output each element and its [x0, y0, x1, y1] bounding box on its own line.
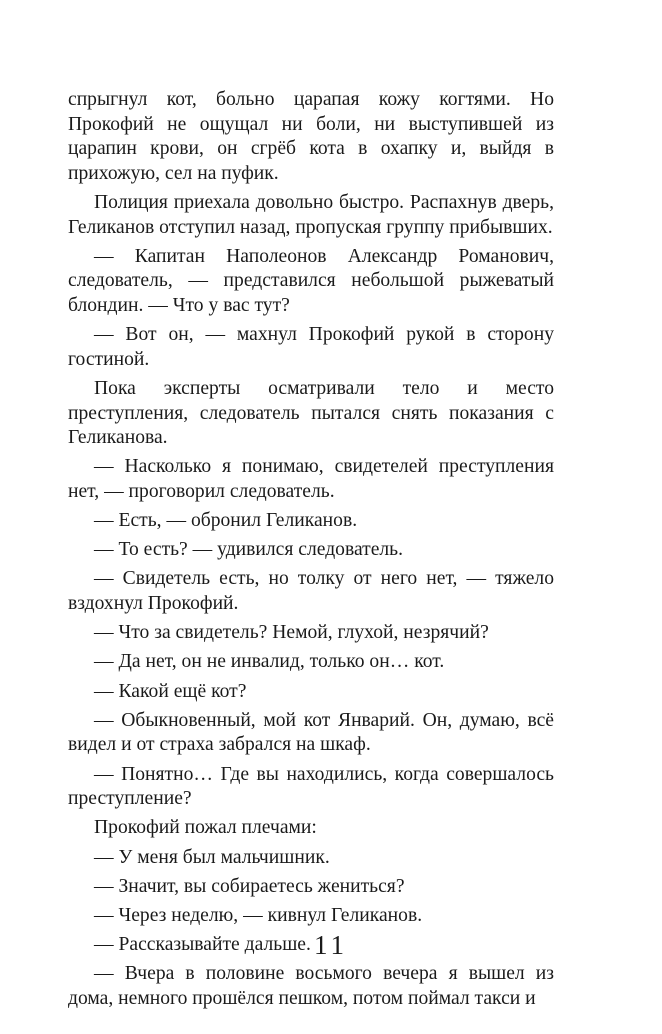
paragraph: Полиция приехала довольно быстро. Распахнув дверь, Геликанов отступил назад, пропуская группу прибывших. — [68, 191, 554, 238]
paragraph: Пока эксперты осматривали тело и место преступления, следователь пытался снять показания с Геликанова. — [68, 377, 554, 449]
paragraph: — Есть, — обронил Геликанов. — [94, 510, 358, 532]
paragraph: — Свидетель есть, но толку от него нет, — тяжело вздохнул Прокофий. — [68, 568, 554, 615]
paragraph: — Понятно… Где вы находились, когда совершалось преступление? — [68, 763, 554, 810]
paragraph: — Рассказывайте дальше. — [94, 934, 311, 956]
paragraph: — Какой ещё кот? — [94, 680, 247, 702]
paragraph: — Через неделю, — кивнул Геликанов. — [94, 904, 423, 926]
paragraph: — У меня был мальчишник. — [94, 846, 330, 868]
paragraph: — Обыкновенный, мой кот Январий. Он, думаю, всё видел и от страха забрался на шкаф. — [68, 709, 554, 756]
paragraph: — Насколько я понимаю, свидетелей преступления нет, — проговорил следователь. — [68, 456, 554, 502]
paragraph: Прокофий пожал плечами: — [94, 817, 317, 839]
paragraph: — Значит, вы собираетесь жениться? — [94, 875, 405, 897]
paragraph: — Да нет, он не инвалид, только он… кот. — [94, 651, 445, 673]
page-number: 11 — [314, 930, 348, 960]
paragraph: — То есть? — удивился следователь. — [94, 539, 404, 561]
paragraph: спрыгнул кот, больно царапая кожу когтями. Но Прокофий не ощущал ни боли, ни выступившей из царапин крови, он сгрёб кота в охапку и, выйдя в прихожую, сел на пуфик. — [68, 89, 554, 184]
body-text — [68, 88, 554, 1016]
paragraph: — Что за свидетель? Немой, глухой, незрячий? — [94, 622, 489, 644]
paragraph: — Вот он, — махнул Прокофий рукой в сторону гостиной. — [68, 324, 554, 370]
paragraph: — Вчера в половине восьмого вечера я вышел из дома, немного прошёлся пешком, потом поймал такси и — [68, 963, 554, 1009]
paragraph: — Капитан Наполеонов Александр Романович, следователь, — представился небольшой рыжеватый блондин. — Что у вас тут? — [68, 245, 554, 316]
